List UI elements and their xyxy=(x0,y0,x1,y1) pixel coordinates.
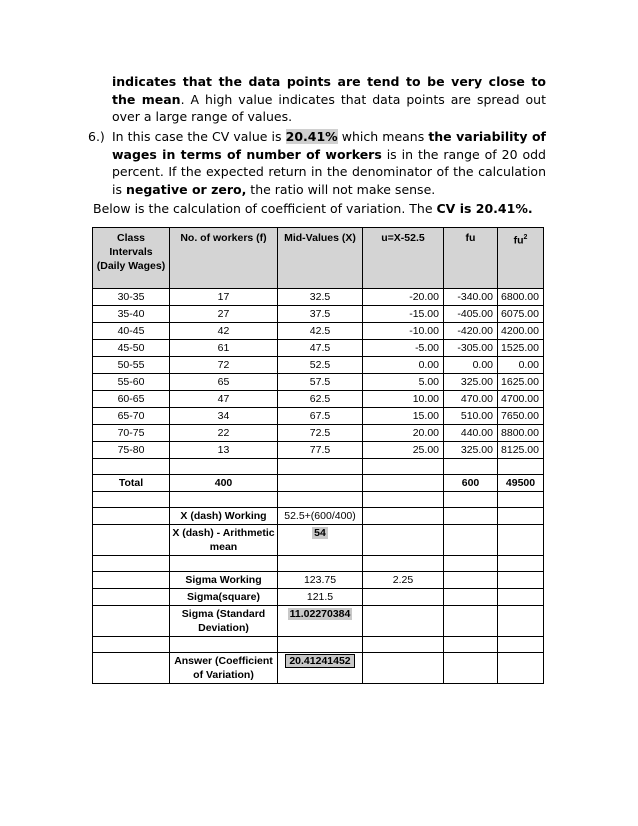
table-row xyxy=(93,556,544,572)
table-cell: 4200.00 xyxy=(498,323,544,340)
table-cell: 47.5 xyxy=(278,340,363,357)
table-cell: 55-60 xyxy=(93,374,170,391)
table-cell: 6800.00 xyxy=(498,289,544,306)
table-row xyxy=(93,391,544,408)
table-cell: 13 xyxy=(170,442,278,459)
table-row xyxy=(93,374,544,391)
table-cell: 32.5 xyxy=(278,289,363,306)
table-cell: 25.00 xyxy=(363,442,444,459)
table-cell: -420.00 xyxy=(444,323,498,340)
table-cell: 8800.00 xyxy=(498,425,544,442)
cv-calculation-table xyxy=(92,227,544,684)
table-cell: -405.00 xyxy=(444,306,498,323)
table-cell: -15.00 xyxy=(363,306,444,323)
table-cell: 61 xyxy=(170,340,278,357)
table-cell: 45-50 xyxy=(93,340,170,357)
table-cell: 65 xyxy=(170,374,278,391)
table-row xyxy=(93,357,544,374)
header-u: u=X-52.5 xyxy=(363,228,444,289)
table-cell: -5.00 xyxy=(363,340,444,357)
table-cell: 7650.00 xyxy=(498,408,544,425)
table-cell: 15.00 xyxy=(363,408,444,425)
table-cell: 67.5 xyxy=(278,408,363,425)
table-row xyxy=(93,492,544,508)
table-cell: 47 xyxy=(170,391,278,408)
table-cell: 440.00 xyxy=(444,425,498,442)
table-cell: -305.00 xyxy=(444,340,498,357)
table-cell: 470.00 xyxy=(444,391,498,408)
table-row xyxy=(93,459,544,475)
table-cell: 70-75 xyxy=(93,425,170,442)
table-cell: 62.5 xyxy=(278,391,363,408)
xdash-working-row: X (dash) Working 52.5+(600/400) xyxy=(93,508,544,525)
table-cell: -20.00 xyxy=(363,289,444,306)
table-row xyxy=(93,408,544,425)
table-cell: 52.5 xyxy=(278,357,363,374)
paragraph-calculation-intro: Below is the calculation of coefficient of variation. The CV is 20.41%. xyxy=(93,201,533,216)
table-cell: 40-45 xyxy=(93,323,170,340)
paragraph-variance-meaning: indicates that the data points are tend to be very close to the mean. A high value indicates that data points are spread out over a large range of values. xyxy=(112,74,546,124)
table-cell: 22 xyxy=(170,425,278,442)
table-cell: 75-80 xyxy=(93,442,170,459)
table-cell: -340.00 xyxy=(444,289,498,306)
mean-value-highlight: 54 xyxy=(314,527,326,539)
answer-row: Answer (Coefficient of Variation) 20.41241452 xyxy=(93,653,544,684)
answer-value-box: 20.41241452 xyxy=(285,654,354,668)
table-row xyxy=(93,442,544,459)
table-cell: -10.00 xyxy=(363,323,444,340)
table-cell: 510.00 xyxy=(444,408,498,425)
table-cell: 6075.00 xyxy=(498,306,544,323)
table-cell: 4700.00 xyxy=(498,391,544,408)
table-cell: 1525.00 xyxy=(498,340,544,357)
sigma-square-row: Sigma(square) 121.5 xyxy=(93,589,544,606)
table-row xyxy=(93,425,544,442)
table-cell: 60-65 xyxy=(93,391,170,408)
header-class-intervals: Class Intervals (Daily Wages) xyxy=(93,228,170,289)
header-fu: fu xyxy=(444,228,498,289)
table-cell: 8125.00 xyxy=(498,442,544,459)
header-workers: No. of workers (f) xyxy=(170,228,278,289)
table-row xyxy=(93,340,544,357)
table-cell: 34 xyxy=(170,408,278,425)
table-cell: 30-35 xyxy=(93,289,170,306)
table-cell: 42.5 xyxy=(278,323,363,340)
table-cell: 37.5 xyxy=(278,306,363,323)
table-cell: 5.00 xyxy=(363,374,444,391)
table-cell: 325.00 xyxy=(444,374,498,391)
sigma-working-row: Sigma Working 123.75 2.25 xyxy=(93,572,544,589)
sd-value-highlight: 11.02270384 xyxy=(289,608,351,620)
table-row xyxy=(93,306,544,323)
table-cell: 325.00 xyxy=(444,442,498,459)
table-cell: 77.5 xyxy=(278,442,363,459)
table-header-row xyxy=(93,228,544,289)
table-cell: 65-70 xyxy=(93,408,170,425)
table-cell: 17 xyxy=(170,289,278,306)
sigma-sd-row: Sigma (Standard Deviation) 11.02270384 xyxy=(93,606,544,637)
table-row xyxy=(93,289,544,306)
xdash-mean-row: X (dash) - Arithmetic mean 54 xyxy=(93,525,544,556)
table-cell: 72.5 xyxy=(278,425,363,442)
table-cell: 27 xyxy=(170,306,278,323)
table-cell: 0.00 xyxy=(498,357,544,374)
table-cell: 1625.00 xyxy=(498,374,544,391)
table-cell: 0.00 xyxy=(363,357,444,374)
header-mid-values: Mid-Values (X) xyxy=(278,228,363,289)
list-number: 6.) xyxy=(88,129,105,144)
table-row xyxy=(93,637,544,653)
table-cell: 50-55 xyxy=(93,357,170,374)
table-cell: 10.00 xyxy=(363,391,444,408)
cv-value-highlight: 20.41% xyxy=(285,129,338,144)
table-cell: 0.00 xyxy=(444,357,498,374)
total-row: Total 400 600 49500 xyxy=(93,475,544,492)
table-cell: 42 xyxy=(170,323,278,340)
header-fu2: $fu^2$ xyxy=(498,228,544,289)
table-cell: 20.00 xyxy=(363,425,444,442)
table-row xyxy=(93,323,544,340)
paragraph-cv-interpretation: In this case the CV value is 20.41% which means the variability of wages in terms of number of workers is in the range of 20 odd percent. If the expected return in the denominator of the calculation is negative or zero, the ratio will not make sense. xyxy=(112,129,546,197)
table-cell: 35-40 xyxy=(93,306,170,323)
table-cell: 72 xyxy=(170,357,278,374)
table-cell: 57.5 xyxy=(278,374,363,391)
